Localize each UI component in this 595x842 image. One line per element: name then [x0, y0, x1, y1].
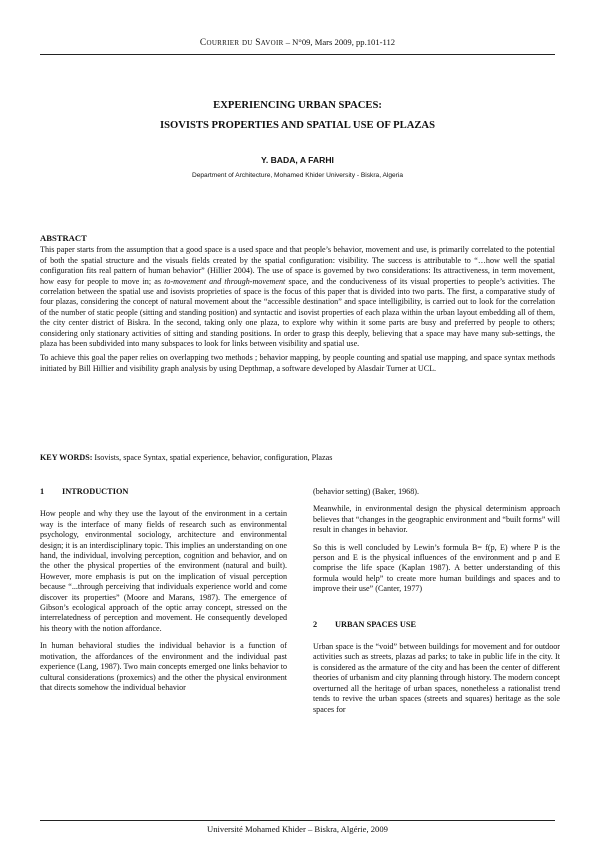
abstract-heading: ABSTRACT: [40, 233, 87, 243]
section-2-number: 2: [313, 619, 318, 629]
header-rule: [40, 54, 555, 55]
running-header: [40, 37, 555, 48]
abstract-p1-text-a: This paper starts from the assumption that a good space is a used space and that people’s behavior, movement and use, is primarily correlated to the potential of both the spatial structure and the visuals fields created by the spatial configuration: visibility. The success is attributable to “…how well the spatial configuration fits real pattern of human behavior” (Hillier 2004). The use of space is governed by two considerations: Its attractiveness, in term movement, how easy for people to move in; as: [40, 245, 555, 286]
section-1-number: 1: [40, 487, 45, 496]
section-2-paragraph-1: Urban space is the “void” between buildings for movement and for outdoor activities such as streets, plazas ad parks; to take in public life in the city. It is considered as the armature of the city and has been the center of different theories of urbanism and city planning through history. The modern concept overturned all the heritage of urban spaces, nonetheless a rationalist trend tends to revive the urban spaces (streets and squares) heritage as the sole spaces for: [313, 642, 560, 714]
section-1-paragraph-5: So this is well concluded by Lewin’s formula B= f(p, E) where P is the person and E is the physical influences of the environment and p and E comprise the life space (Kaplan 1987). A better understanding of this formula would help” to create more human buildings and spaces and to improve their use” (Canter, 1977): [313, 542, 560, 594]
section-1-paragraph-3: (behavior setting) (Baker, 1968).: [313, 487, 419, 496]
journal-citation: – N°09, Mars 2009, pp.101-112: [285, 37, 396, 47]
journal-name: Courrier du Savoir: [199, 38, 284, 48]
title-line-1: EXPERIENCING URBAN SPACES:: [213, 100, 382, 111]
keywords-label: KEY WORDS:: [40, 453, 93, 462]
section-1-paragraph-4: Meanwhile, in environmental design the physical determinism approach believes that “changes in the geographic environment and “built forms” will result in changes in behavior.: [313, 504, 560, 535]
affiliation: Department of Architecture, Mohamed Khider University - Biskra, Algeria: [191, 172, 404, 179]
keywords-text: Isovists, space Syntax, spatial experience, behavior, configuration, Plazas: [92, 453, 333, 462]
section-1-paragraph-1: How people and why they use the layout of the environment in a certain way is the interface of many fields of research such as environmental psychology, environmental sociology, architecture and environmental design; it is an interdisciplinary topic. This implies an understanding on one hand, the individual, involving perception, cognition and behavior, and on the other the physical properties of the environment (natural and built). However, more emphasis is put on the implication of visual perception because “...through perceiving that individuals experience world and come discover its properties” (Moore and Marans, 1987). The emergence of Gibson’s ecological approach of the optic array concept, stressed on the interrelatedness of perception and movement. He consequently developed his theory with the notion affordance.: [40, 509, 287, 633]
footer-rule: [40, 820, 555, 821]
section-1-heading: [40, 487, 287, 497]
title-line-2: ISOVISTS PROPERTIES AND SPATIAL USE OF PLAZAS: [160, 120, 435, 131]
abstract-paragraph-2: To achieve this goal the paper relies on overlapping two methods ; behavior mapping, by people counting and spatial use mapping, and space syntax methods initiated by Bill Hillier and visibility graph analysis by using Depthmap, a software developed by Alasdair Turner at UCL.: [40, 353, 555, 373]
abstract-p1-text-b: space, and the conduciveness of its visual properties to people’s activities. The correlation between the spatial use and isovists proprieties of space is the focus of this paper that is divided into two parts. The first, a comparative study of four plazas, considering the concept of natural movement about the “accessible destination” and space intelligibility, is carried out to look for the correlation of the number of static people (sitting and standing position) and syntactic and isovist properties of each plaza within the urban layout embedding all of them, the city center district of Biskra. In the second, taking only one plaza, to explore why within it some parts are busy and preferred by people to others; considering only stationary activities of sitting and standing positions. In order to grasp this deeply, believing that a space may have many sub-settings, the plaza has been subdivided into many subspaces to look for links between visibility and spatial use.: [40, 276, 555, 349]
abstract-block: [40, 233, 555, 378]
abstract-p1-emphasis: to-movement and through-movement: [164, 276, 286, 286]
section-1-title: INTRODUCTION: [62, 487, 129, 496]
paper-title: [40, 96, 555, 136]
section-2-title: URBAN SPACES USE: [335, 619, 416, 629]
authors: Y. BADA, A FARHI: [261, 155, 334, 165]
column-left: [40, 487, 287, 700]
abstract-paragraph-1: [40, 245, 555, 349]
running-footer: Université Mohamed Khider – Biskra, Algérie, 2009: [207, 824, 388, 834]
section-1-paragraph-2: In human behavioral studies the individual behavior is a function of motivation, the affordances of the environment and the individual past experience (Lang, 1987). Two main concepts emerged one links behavior to cultural considerations (proxemics) and the other the physical environment that directs somehow the individual behavior: [40, 641, 287, 692]
section-2-heading: [313, 620, 560, 630]
column-right: [313, 487, 560, 722]
keywords: [40, 453, 555, 463]
